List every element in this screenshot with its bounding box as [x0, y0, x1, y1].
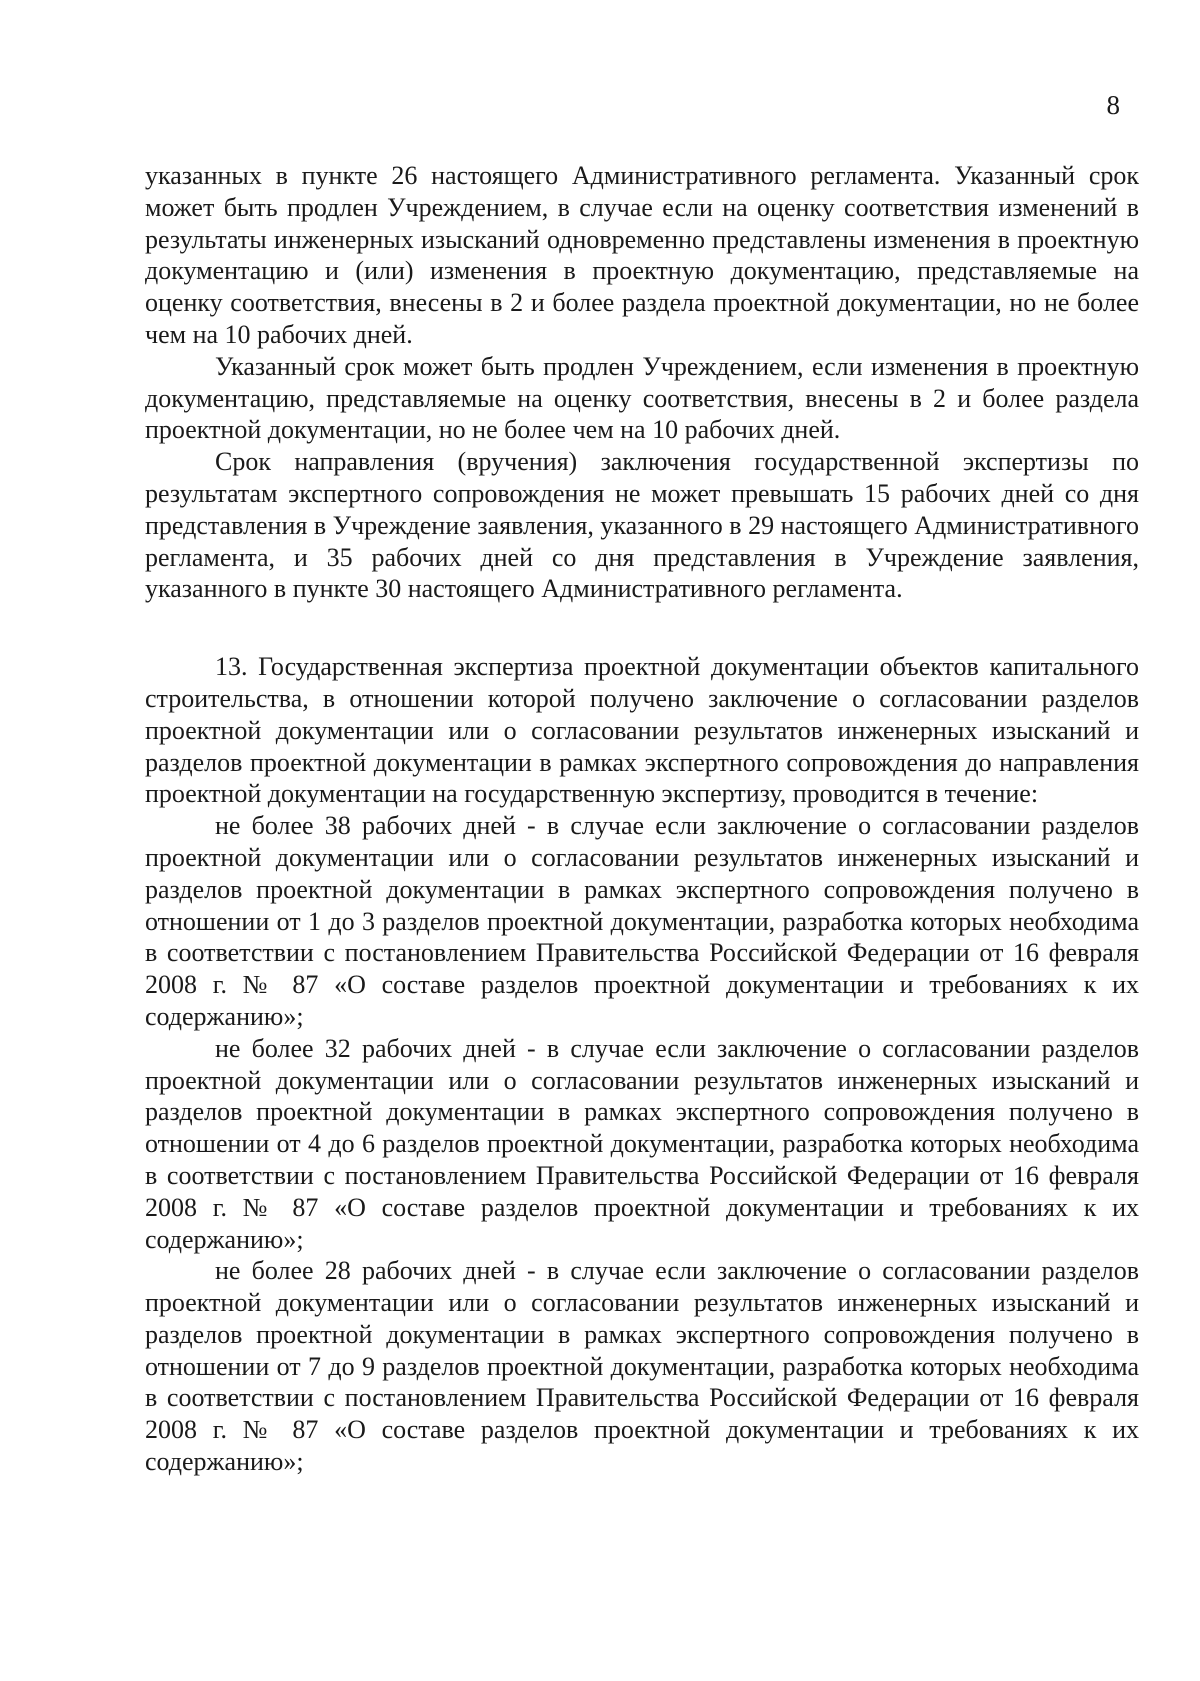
list-item-38-days: не более 38 рабочих дней - в случае если заключение о согласовании разделов проектной документации или о согласовании результатов инженерных изысканий и разделов проектной документации в рамках экспертного сопровождения получено в отношении от 1 до 3 разделов проектной документации, разработка которых необходима в соответствии с постановлением Правительства Российской Федерации от 16 февраля 2008 г. № 87 «О составе разделов проектной документации и требованиях к их содержанию»; [145, 811, 1139, 1031]
paragraph-section-13: 13. Государственная экспертиза проектной документации объектов капитального строительства, в отношении которой получено заключение о согласовании разделов проектной документации или о согласовании результатов инженерных изысканий и разделов проектной документации в рамках экспертного сопровождения до направления проектной документации на государственную экспертизу, проводится в течение: [145, 652, 1139, 809]
paragraph-delivery-term: Срок направления (вручения) заключения государственной экспертизы по результатам экспертного сопровождения не может превышать 15 рабочих дней со дня представления в Учреждение заявления, указанного в 29 настоящего Административного регламента, и 35 рабочих дней со дня представления в Учреждение заявления, указанного в пункте 30 настоящего Административного регламента. [145, 447, 1139, 604]
page-number: 8 [1106, 90, 1120, 120]
list-item-28-days: не более 28 рабочих дней - в случае если заключение о согласовании разделов проектной документации или о согласовании результатов инженерных изысканий и разделов проектной документации в рамках экспертного сопровождения получено в отношении от 7 до 9 разделов проектной документации, разработка которых необходима в соответствии с постановлением Правительства Российской Федерации от 16 февраля 2008 г. № 87 «О составе разделов проектной документации и требованиях к их содержанию»; [145, 1256, 1139, 1477]
list-item-32-days: не более 32 рабочих дней - в случае если заключение о согласовании разделов проектной документации или о согласовании результатов инженерных изысканий и разделов проектной документации в рамках экспертного сопровождения получено в отношении от 4 до 6 разделов проектной документации, разработка которых необходима в соответствии с постановлением Правительства Российской Федерации от 16 февраля 2008 г. № 87 «О составе разделов проектной документации и требованиях к их содержанию»; [145, 1033, 1139, 1254]
paragraph-continuation: указанных в пункте 26 настоящего Административного регламента. Указанный срок может быть продлен Учреждением, в случае если на оценку соответствия изменений в результаты инженерных изысканий одновременно представлены изменения в проектную документацию и (или) изменения в проектную документацию, представляемые на оценку соответствия, внесены в 2 и более раздела проектной документации, но не более чем на 10 рабочих дней. [145, 161, 1139, 349]
document-body [145, 160, 1139, 1478]
paragraph-extension-term: Указанный срок может быть продлен Учреждением, если изменения в проектную документацию, представляемые на оценку соответствия, внесены в 2 и более раздела проектной документации, но не более чем на 10 рабочих дней. [145, 351, 1139, 445]
